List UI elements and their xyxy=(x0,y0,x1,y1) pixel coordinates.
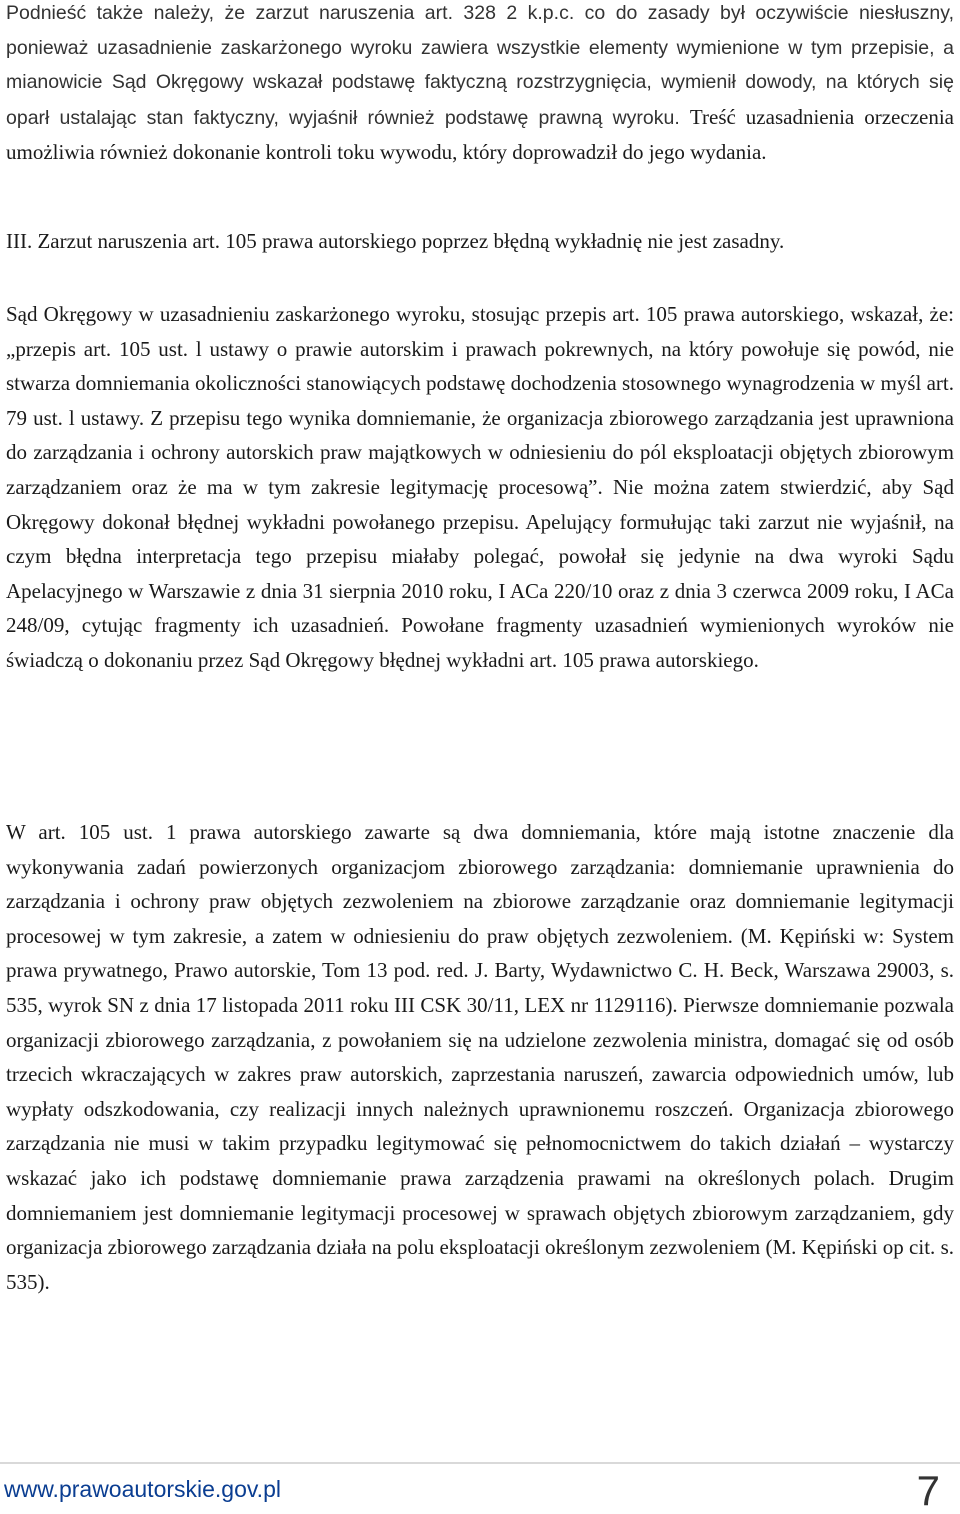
paragraph-3-text: Sąd Okręgowy w uzasadnieniu zaskarżonego wyroku, stosując przepis art. 105 prawa autorskiego, wskazał, że: „przepis art. 105 ust. l ustawy o prawie autorskim i prawach pokrewnych, na który powołuje się powód, nie stwarza domniemania okoliczności stanowiących podstawę dochodzenia stosownego wynagrodzenia w myśl art. 79 ust. l ustawy. Z przepisu tego wynika domniemanie, że organizacja zbiorowego zarządzania jest uprawniona do zarządzania i ochrony autorskich praw majątkowych w odniesieniu do pól eksploatacji objętych zbiorowym zarządzaniem oraz że ma w tym zakresie legitymację procesową”. Nie można zatem stwierdzić, aby Sąd Okręgowy dokonał błędnej wykładni powołanego przepisu. Apelujący formułując taki zarzut nie wyjaśnił, na czym błędna interpretacja tego przepisu miałaby polegać, powołał się jedynie na dwa wyroki Sądu Apelacyjnego w Warszawie z dnia 31 sierpnia 2010 roku, I ACa 220/10 oraz z dnia 3 czerwca 2009 roku, I ACa 248/09, cytując fragmenty ich uzasadnień. Powołane fragmenty uzasadnień wymienionych wyroków nie świadczą o dokonaniu przez Sąd Okręgowy błędnej wykładni art. 105 prawa autorskiego. xyxy=(6,302,954,672)
paragraph-4-text: W art. 105 ust. 1 prawa autorskiego zawarte są dwa domniemania, które mają istotne znaczenie dla wykonywania zadań powierzonych organizacjom zbiorowego zarządzania: domniemanie uprawnienia do zarządzania i ochrony praw objętych zezwoleniem na zbiorowe zarządzanie oraz domniemanie legitymacji procesowej w tym zakresie, a zatem w odniesieniu do praw objętych zezwoleniem. (M. Kępiński w: System prawa prywatnego, Prawo autorskie, Tom 13 pod. red. J. Barty, Wydawnictwo C. H. Beck, Warszawa 29003, s. 535, wyrok SN z dnia 17 listopada 2011 roku III CSK 30/11, LEX nr 1129116). Pierwsze domniemanie pozwala organizacji zbiorowego zarządzania, z powołaniem się na udzielone zezwolenia ministra, domagać się od osób trzecich wkraczających w zakres praw autorskich, zaprzestania naruszeń, zawarcia odpowiednich umów, lub wypłaty odszkodowania, czy realizacji innych należnych uprawnionemu roszczeń. Organizacja zbiorowego zarządzania nie musi w takim przypadku legitymować się pełnomocnictwem do takich działań – wystarczy wskazać jako ich podstawę domniemanie prawa zarządzenia prawami na określonych polach. Drugim domniemaniem jest domniemanie legitymacji procesowej w sprawach objętych zbiorowym zarządzaniem, gdy organizacja zbiorowego zarządzania działa na polu eksploatacji określonym zezwoleniem (M. Kępiński op cit. s. 535). xyxy=(6,820,954,1294)
paragraph-1 xyxy=(6,0,954,170)
paragraph-4 xyxy=(6,815,954,1299)
paragraph-3 xyxy=(6,297,954,678)
page-footer xyxy=(0,1462,960,1512)
paragraph-1-segment-2: Treść uzasadnienia orzeczenia umożliwia również dokonanie kontroli toku wywodu, który doprowadził do jego wydania. xyxy=(6,104,954,165)
page-number: 7 xyxy=(916,1467,940,1514)
footer-divider xyxy=(0,1462,960,1464)
paragraph-2-heading xyxy=(6,224,954,259)
footer-website-link[interactable]: www.prawoautorskie.gov.pl xyxy=(4,1476,281,1502)
paragraph-2-text: III. Zarzut naruszenia art. 105 prawa autorskiego poprzez błędną wykładnię nie jest zasadny. xyxy=(6,229,785,253)
paragraph-1-segment-1: Podnieść także należy, że zarzut naruszenia art. 328 2 k.p.c. co do zasady był oczywiście niesłuszny, ponieważ uzasadnienie zaskarżonego wyroku zawiera wszystkie elementy wymienione w tym przepisie, a mianowicie Sąd Okręgowy wskazał podstawę faktyczną rozstrzygnięcia, wymienił dowody, na których się oparł ustalając stan faktyczny, wyjaśnił również podstawę prawną wyroku. xyxy=(6,2,954,129)
